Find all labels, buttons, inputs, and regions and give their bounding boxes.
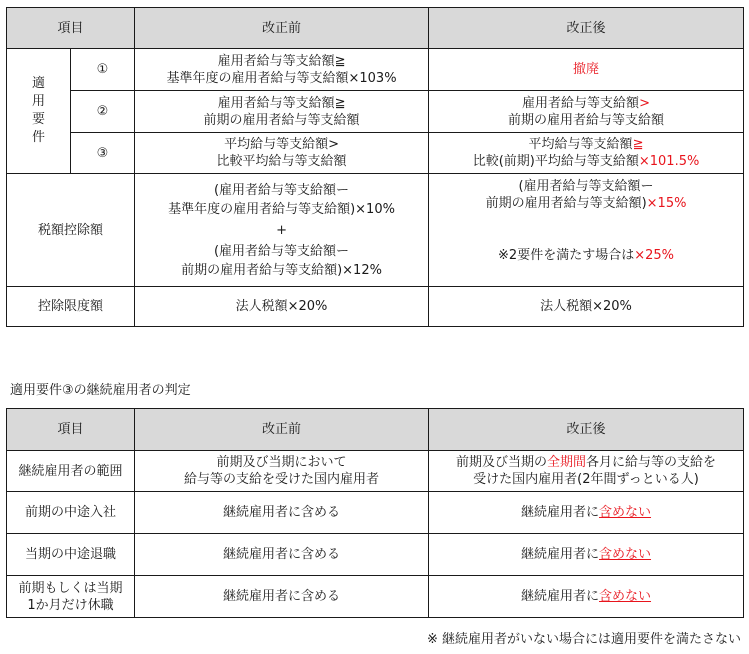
deduction-limit-after: 法人税額×20%: [429, 287, 744, 327]
tax-reform-comparison-table: [6, 7, 744, 327]
row-after: 継続雇用者に含めない: [429, 576, 744, 618]
abolished-label: 撤廃: [573, 62, 600, 77]
requirement-before: 雇用者給与等支給額≧ 基準年度の雇用者給与等支給額×103%: [135, 49, 429, 91]
table-row: [7, 534, 744, 576]
requirement-number: ③: [71, 133, 135, 174]
row-item: 前期もしくは当期 1か月だけ休職: [7, 576, 135, 618]
tax-credit-label: 税額控除額: [7, 174, 135, 287]
header-after: 改正後: [429, 8, 744, 49]
requirement-after: 雇用者給与等支給額> 前期の雇用者給与等支給額: [429, 91, 744, 133]
requirement-row-3: [7, 133, 744, 174]
continuous-employee-table: [6, 408, 744, 618]
row-item: 継続雇用者の範囲: [7, 451, 135, 492]
row-after: 前期及び当期の全期間各月に給与等の支給を 受けた国内雇用者(2年間ずっといる人): [429, 451, 744, 492]
footnote: ※ 継続雇用者がいない場合には適用要件を満たさない: [426, 632, 741, 647]
tax-credit-row: [7, 174, 744, 287]
row-before: 継続雇用者に含める: [135, 576, 429, 618]
requirement-row-1: [7, 49, 744, 91]
row-after: 継続雇用者に含めない: [429, 534, 744, 576]
tax-credit-after: (雇用者給与等支給額ー 前期の雇用者給与等支給額)×15% ※2要件を満たす場合は×25%: [429, 174, 744, 287]
deduction-limit-before: 法人税額×20%: [135, 287, 429, 327]
header-before: 改正前: [135, 409, 429, 451]
header-before: 改正前: [135, 8, 429, 49]
row-before: 継続雇用者に含める: [135, 492, 429, 534]
requirement-number: ①: [71, 49, 135, 91]
row-item: 当期の中途退職: [7, 534, 135, 576]
row-before: 前期及び当期において 給与等の支給を受けた国内雇用者: [135, 451, 429, 492]
requirement-after: [429, 49, 744, 91]
section-caption: 適用要件③の継続雇用者の判定: [10, 383, 191, 398]
tax-credit-before: (雇用者給与等支給額ー 基準年度の雇用者給与等支給額)×10% + (雇用者給与等支給額ー 前期の雇用者給与等支給額)×12%: [135, 174, 429, 287]
requirements-label: 適用要件: [7, 49, 71, 174]
requirement-row-2: [7, 91, 744, 133]
deduction-limit-label: 控除限度額: [7, 287, 135, 327]
table-row: [7, 492, 744, 534]
table-row: [7, 576, 744, 618]
row-before: 継続雇用者に含める: [135, 534, 429, 576]
requirement-after: 平均給与等支給額≧ 比較(前期)平均給与等支給額×101.5%: [429, 133, 744, 174]
requirement-number: ②: [71, 91, 135, 133]
header-item: 項目: [7, 409, 135, 451]
requirement-before: 雇用者給与等支給額≧ 前期の雇用者給与等支給額: [135, 91, 429, 133]
requirement-before: 平均給与等支給額> 比較平均給与等支給額: [135, 133, 429, 174]
header-item: 項目: [7, 8, 135, 49]
row-item: 前期の中途入社: [7, 492, 135, 534]
row-after: 継続雇用者に含めない: [429, 492, 744, 534]
table-row: [7, 451, 744, 492]
header-after: 改正後: [429, 409, 744, 451]
deduction-limit-row: [7, 287, 744, 327]
